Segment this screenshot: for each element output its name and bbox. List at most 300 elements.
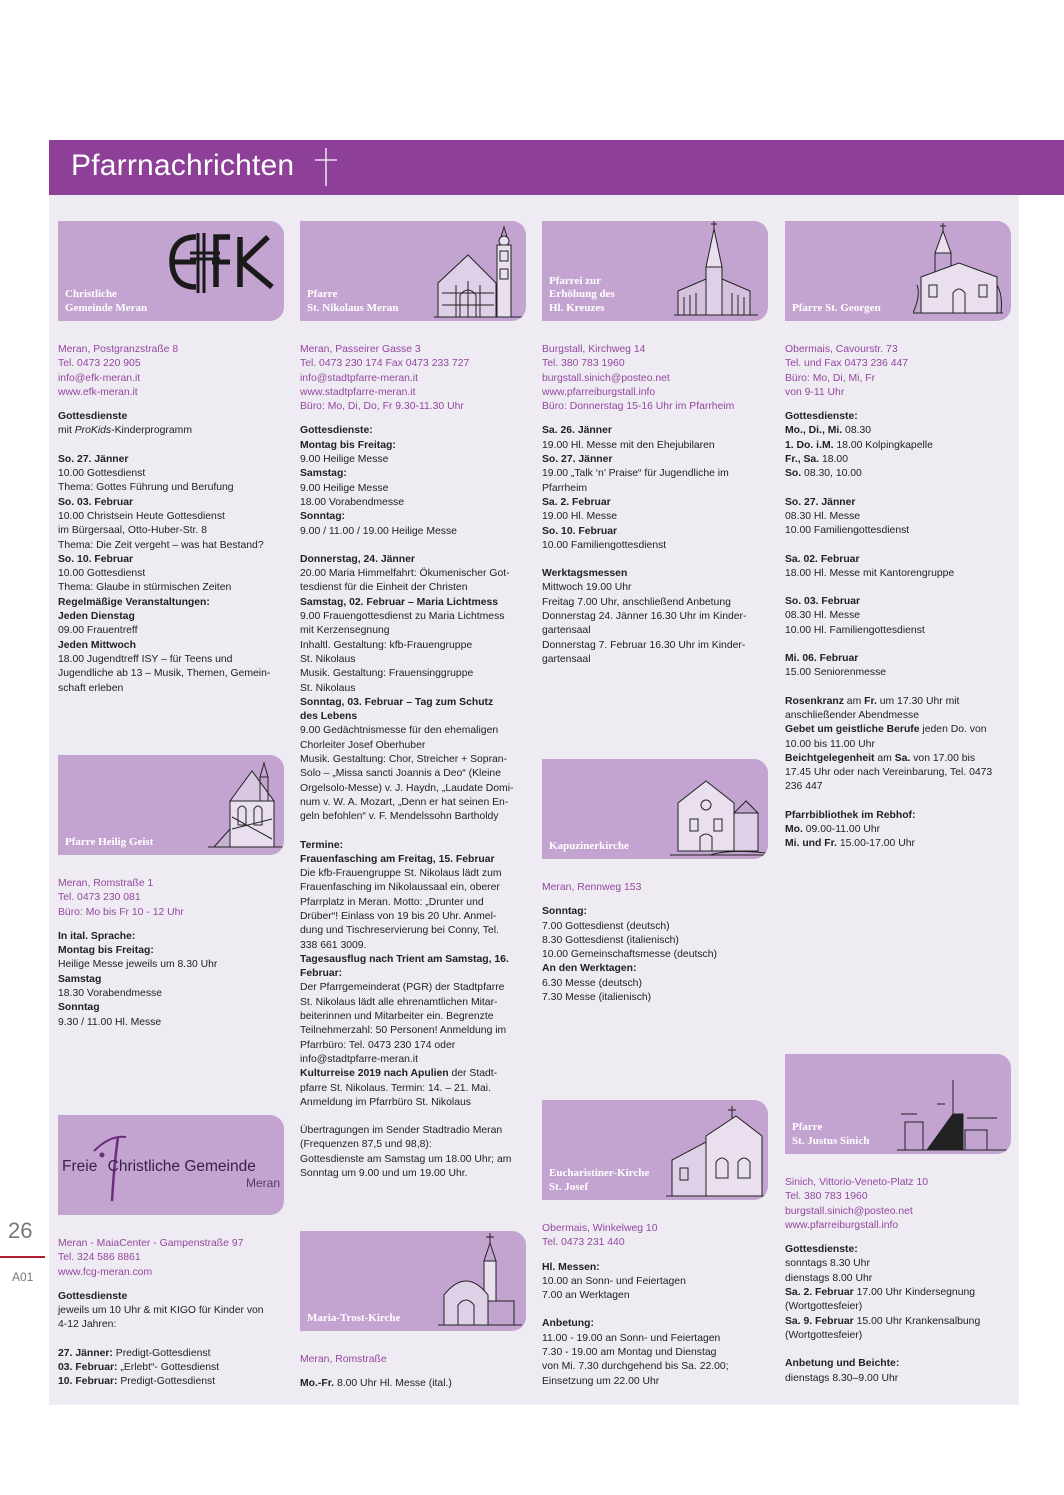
body-text: 9.30 / 11.00 Hl. Messe bbox=[58, 1016, 162, 1028]
church-icon bbox=[434, 225, 524, 319]
entry-name-line: Gemeinde Meran bbox=[65, 301, 148, 314]
bold-text: So. 03. Februar bbox=[785, 596, 861, 608]
body-text: Thema: Gottes Führung und Berufung bbox=[58, 482, 234, 494]
body-line bbox=[300, 1153, 526, 1167]
contact-line: Meran, Passeirer Gasse 3 bbox=[300, 344, 421, 355]
entry-header bbox=[58, 755, 284, 855]
body-text: Freitag 7.00 Uhr, anschließend Anbetung bbox=[542, 596, 731, 608]
entry-name bbox=[65, 836, 153, 850]
body-line bbox=[542, 424, 768, 438]
contact-line: Meran, Postgranzstraße 8 bbox=[58, 344, 179, 355]
body-line bbox=[542, 596, 768, 610]
body-line bbox=[785, 1315, 1011, 1329]
body-text: 17.45 Uhr oder nach Vereinbarung, Tel. 0473 bbox=[785, 767, 993, 779]
body-line bbox=[785, 1300, 1011, 1314]
entry-contact bbox=[785, 1176, 1011, 1233]
body-text: 15.00 Uhr Krankensalbung bbox=[853, 1315, 981, 1327]
body-line bbox=[542, 1289, 768, 1303]
body-line bbox=[300, 853, 526, 867]
body-text: Frauenfasching im Nikolaussaal ein, oberer bbox=[300, 882, 500, 894]
body-line bbox=[58, 1290, 284, 1304]
entry-name-line: Kapuzinerkirche bbox=[549, 839, 629, 852]
page-title: Pfarrnachrichten bbox=[71, 149, 295, 182]
body-line bbox=[785, 1257, 1011, 1271]
body-line bbox=[58, 987, 284, 1001]
body-text: 10.00 Familiengottesdienst bbox=[542, 539, 667, 551]
body-text: schaft erleben bbox=[58, 682, 124, 694]
bold-text: 27. Jänner: bbox=[58, 1347, 113, 1359]
body-line bbox=[58, 524, 284, 538]
bold-text: Februar: bbox=[300, 968, 343, 980]
body-line bbox=[785, 439, 1011, 453]
bold-text: Frauenfasching am Freitag, 15. Februar bbox=[300, 853, 495, 865]
body-line bbox=[58, 1375, 284, 1389]
entry-contact bbox=[58, 1237, 284, 1280]
body-text: mit Kerzensegnung bbox=[300, 625, 390, 637]
body-text: 17.00 Uhr Kindersegnung bbox=[853, 1287, 976, 1299]
church-icon bbox=[670, 765, 766, 857]
bold-text: Beichtgelegenheit bbox=[785, 752, 875, 764]
body-text: 9.00 Frauengottesdienst zu Maria Lichtmess bbox=[300, 611, 505, 623]
church-icon bbox=[674, 221, 758, 319]
entry-body bbox=[58, 410, 284, 696]
body-line bbox=[542, 1360, 768, 1374]
body-text: gartensaal bbox=[542, 625, 591, 637]
church-icon bbox=[208, 759, 284, 851]
body-text: Der Pfarrgemeinderat (PGR) der Stadtpfarre bbox=[300, 982, 505, 994]
body-text: Chorleiter Josef Oberhuber bbox=[300, 739, 426, 751]
bold-text: Anbetung und Beichte: bbox=[785, 1358, 900, 1370]
entry-contact bbox=[542, 881, 768, 895]
body-line bbox=[542, 453, 768, 467]
body-text: Pfarrbüro: Tel. 0473 230 174 oder bbox=[300, 1039, 456, 1051]
spacer bbox=[58, 439, 284, 453]
bold-text: 10. Februar: bbox=[58, 1376, 118, 1388]
entry-contact bbox=[58, 343, 284, 400]
bold-text: Gottesdienste: bbox=[785, 1244, 858, 1256]
body-line bbox=[58, 624, 284, 638]
body-line bbox=[300, 496, 526, 510]
bold-text: So. 27. Jänner bbox=[58, 453, 129, 465]
body-text: 18.30 Vorabendmesse bbox=[58, 988, 162, 1000]
body-line bbox=[542, 934, 768, 948]
body-text: Die kfb-Frauengruppe St. Nikolaus lädt zum bbox=[300, 868, 502, 880]
body-text: Mittwoch 19.00 Uhr bbox=[542, 582, 632, 594]
entry-name-line: St. Josef bbox=[549, 1180, 589, 1193]
entry-efk bbox=[58, 221, 284, 696]
bold-text: Mi. und Fr. bbox=[785, 838, 837, 850]
body-line bbox=[58, 1318, 284, 1332]
body-line bbox=[58, 1016, 284, 1030]
body-text: 338 661 3009. bbox=[300, 939, 367, 951]
contact-line: Meran, Romstraße bbox=[300, 1354, 387, 1365]
body-line bbox=[542, 1332, 768, 1346]
body-line bbox=[300, 1096, 526, 1110]
body-line bbox=[542, 496, 768, 510]
entry-contact bbox=[58, 877, 284, 920]
contact-line: Tel. 380 783 1960 bbox=[785, 1191, 868, 1203]
spacer bbox=[785, 681, 1011, 695]
body-text: Pfarrplatz in Meran. Motto: „Drunter und bbox=[300, 896, 484, 908]
body-line bbox=[58, 1001, 284, 1015]
entry-name-line: Pfarre Heilig Geist bbox=[65, 835, 154, 848]
body-text: St. Nikolaus bbox=[300, 653, 356, 665]
body-text: 7.30 Messe (italienisch) bbox=[542, 992, 652, 1004]
body-text: 20.00 Maria Himmelfahrt: Ökumenischer Got- bbox=[300, 568, 510, 580]
body-line bbox=[300, 682, 526, 696]
body-text: 08.30 Hl. Messe bbox=[785, 510, 861, 522]
bold-text: Sa. 9. Februar bbox=[785, 1315, 854, 1327]
contact-line[interactable]: www.stadtpfarre-meran.it bbox=[300, 386, 416, 398]
entry-name-line: Pfarre bbox=[307, 288, 338, 300]
body-text: 08.30, 10.00 bbox=[801, 468, 862, 480]
bold-text: So. 27. Jänner bbox=[542, 454, 613, 466]
body-text: 7.00 an Werktagen bbox=[542, 1290, 630, 1302]
body-line bbox=[300, 596, 526, 610]
church-icon bbox=[666, 1102, 766, 1198]
body-line bbox=[785, 1357, 1011, 1371]
bold-text: Sonntag: bbox=[542, 906, 588, 918]
body-text: dienstags 8.00 Uhr bbox=[785, 1272, 873, 1284]
spacer bbox=[542, 553, 768, 567]
entry-contact bbox=[542, 343, 768, 414]
fcg-logo-sub: Meran bbox=[245, 1176, 280, 1190]
body-line bbox=[785, 624, 1011, 638]
entry-name bbox=[549, 275, 615, 316]
body-line bbox=[785, 837, 1011, 851]
body-line bbox=[542, 581, 768, 595]
body-line bbox=[58, 467, 284, 481]
body-line bbox=[542, 539, 768, 553]
body-line bbox=[785, 467, 1011, 481]
body-line bbox=[785, 666, 1011, 680]
body-text: 10.00 Familiengottesdienst bbox=[785, 525, 910, 537]
contact-line[interactable]: www.fcg-meran.com bbox=[58, 1266, 153, 1278]
entry-contact bbox=[785, 343, 1011, 400]
entry-name-line: Pfarrei zur bbox=[549, 274, 602, 287]
body-text: Solo – „Missa sancti Joannis a Deo“ (Kleine bbox=[300, 768, 501, 780]
bold-text: Sa. 26. Jänner bbox=[542, 425, 612, 437]
body-line bbox=[300, 967, 526, 981]
body-line bbox=[300, 839, 526, 853]
entry-name bbox=[792, 302, 881, 316]
body-text: St. Nikolaus lädt alle ehrenamtlichen Mitar- bbox=[300, 996, 498, 1008]
body-text: Inhaltl. Gestaltung: kfb-Frauengruppe bbox=[300, 639, 473, 651]
body-line bbox=[785, 424, 1011, 438]
body-text: Anmeldung im Pfarrbüro St. Nikolaus bbox=[300, 1096, 471, 1108]
entry-contact bbox=[300, 1353, 526, 1367]
body-line bbox=[58, 510, 284, 524]
body-line bbox=[542, 467, 768, 481]
body-text: St. Nikolaus bbox=[300, 682, 356, 694]
body-text: Donnerstag 24. Jänner 16.30 Uhr im Kinder- bbox=[542, 611, 747, 623]
bold-text: Gottesdienste bbox=[58, 1290, 128, 1302]
body-line bbox=[785, 738, 1011, 752]
body-line bbox=[58, 424, 284, 438]
body-line bbox=[300, 881, 526, 895]
body-text: 09.00-11.00 Uhr bbox=[802, 824, 881, 836]
bold-text: Mo. bbox=[785, 824, 803, 836]
entry-body bbox=[785, 410, 1011, 851]
entry-body bbox=[542, 905, 768, 1005]
body-line bbox=[300, 1024, 526, 1038]
body-text: num v. W. A. Mozart, „Denn er hat seinen En- bbox=[300, 796, 509, 808]
body-text: Orgelsolo-Messe) v. J. Haydn, „Laudate Domi- bbox=[300, 782, 514, 794]
body-line bbox=[542, 1346, 768, 1360]
body-line bbox=[58, 958, 284, 972]
body-text: (Frequenzen 87,5 und 98,8): bbox=[300, 1139, 432, 1151]
body-text: 7.30 - 19.00 am Montag und Dienstag bbox=[542, 1347, 717, 1359]
bold-text: An den Werktagen: bbox=[542, 963, 637, 975]
body-text: 8.00 Uhr Hl. Messe (ital.) bbox=[334, 1378, 452, 1390]
contact-line[interactable]: www.efk-meran.it bbox=[58, 386, 138, 398]
body-text: mit bbox=[58, 425, 75, 437]
contact-line[interactable]: info@stadtpfarre-meran.it bbox=[300, 372, 418, 384]
bold-text: Rosenkranz bbox=[785, 695, 844, 707]
body-line bbox=[542, 962, 768, 976]
body-line bbox=[58, 539, 284, 553]
entry-name bbox=[549, 840, 629, 854]
body-line bbox=[300, 753, 526, 767]
bold-text: Tagesausflug nach Trient am Samstag, 16. bbox=[300, 953, 509, 965]
body-text: 18.00 Hl. Messe mit Kantorengruppe bbox=[785, 567, 955, 579]
body-line bbox=[542, 510, 768, 524]
entry-header bbox=[785, 1054, 1011, 1154]
fcg-logo-word: Gemeinde bbox=[184, 1158, 256, 1175]
body-text: Thema: Die Zeit vergeht – was hat Bestand? bbox=[58, 539, 264, 551]
body-text: ProKids bbox=[74, 425, 112, 437]
body-text: 19.00 Hl. Messe bbox=[542, 511, 618, 523]
body-text: info@stadtpfarre-meran.it bbox=[300, 1053, 418, 1065]
body-text: Donnerstag 7. Februar 16.30 Uhr im Kinder- bbox=[542, 639, 746, 651]
page-code: A01 bbox=[12, 1270, 34, 1284]
section-banner bbox=[49, 140, 1064, 195]
entry-body bbox=[58, 930, 284, 1030]
bold-text: So. 10. Februar bbox=[542, 525, 618, 537]
bold-text: Gottesdienste: bbox=[785, 411, 858, 423]
contact-line[interactable]: info@efk-meran.it bbox=[58, 372, 141, 384]
contact-line: Sinich, Vittorio-Veneto-Platz 10 bbox=[785, 1177, 929, 1188]
body-line bbox=[58, 639, 284, 653]
entry-name bbox=[549, 1167, 649, 1194]
spacer bbox=[785, 795, 1011, 809]
church-icon bbox=[913, 223, 1003, 317]
entry-name-line: Christliche bbox=[65, 288, 117, 300]
page-number: 26 bbox=[8, 1218, 33, 1243]
body-text: 10.00 Gottesdienst bbox=[58, 468, 146, 480]
body-line bbox=[300, 467, 526, 481]
body-line bbox=[542, 920, 768, 934]
body-text: Musik. Gestaltung: Chor, Streicher + Sopran- bbox=[300, 754, 508, 766]
bold-text: Sa. 2. Februar bbox=[542, 496, 611, 508]
entry-contact bbox=[300, 343, 526, 414]
body-line bbox=[300, 981, 526, 995]
body-line bbox=[542, 1275, 768, 1289]
bold-text: Werktagsmessen bbox=[542, 568, 628, 580]
body-line bbox=[58, 1347, 284, 1361]
body-text: um 17.30 Uhr mit bbox=[876, 695, 960, 707]
bold-text: Mo., Di., Mi. bbox=[785, 425, 843, 437]
body-text: 236 447 bbox=[785, 781, 823, 793]
body-line bbox=[785, 695, 1011, 709]
body-line bbox=[785, 524, 1011, 538]
body-text: Musik. Gestaltung: Frauensinggruppe bbox=[300, 668, 474, 680]
body-text: am bbox=[843, 695, 865, 707]
bold-text: Sonntag bbox=[58, 1002, 100, 1014]
body-line bbox=[300, 525, 526, 539]
body-line bbox=[785, 1372, 1011, 1386]
entry-hl-kreuz bbox=[542, 221, 768, 667]
page-number-rule bbox=[0, 1256, 45, 1258]
body-text: von Mi. 7.30 durchgehend bis Sa. 22.00; bbox=[542, 1361, 729, 1373]
bold-text: 1. Do. i.M. bbox=[785, 439, 834, 451]
bold-text: Montag bis Freitag: bbox=[58, 945, 154, 957]
body-text: jeden Do. von bbox=[919, 724, 987, 736]
body-text: 10.00 Gemeinschaftsmesse (deutsch) bbox=[542, 949, 717, 961]
body-line bbox=[542, 567, 768, 581]
entry-eucharistiner bbox=[542, 1100, 768, 1389]
body-line bbox=[785, 567, 1011, 581]
body-line bbox=[300, 439, 526, 453]
entry-header bbox=[542, 1100, 768, 1200]
body-line bbox=[58, 481, 284, 495]
body-text: 18.00 Kolpingkapelle bbox=[833, 439, 933, 451]
body-line bbox=[58, 682, 284, 696]
body-text: Gottesdienste am Samstag um 18.00 Uhr; am bbox=[300, 1153, 512, 1165]
body-text: dung und Tischreservierung bei Conny, Tel. bbox=[300, 925, 499, 937]
body-text: von 17.00 bis bbox=[910, 752, 976, 764]
body-text: 19.00 Hl. Messe mit den Ehejubilaren bbox=[542, 439, 715, 451]
body-line bbox=[58, 1361, 284, 1375]
bold-text: Gottesdienste bbox=[58, 411, 128, 423]
bold-text: Jeden Mittwoch bbox=[58, 639, 136, 651]
body-line bbox=[300, 1167, 526, 1181]
contact-line: Tel. 324 586 8861 bbox=[58, 1252, 141, 1264]
body-text: 18.00 bbox=[819, 454, 848, 466]
body-text: 10.00 Hl. Familiengottesdienst bbox=[785, 624, 925, 636]
body-line bbox=[785, 510, 1011, 524]
contact-line[interactable]: www.pfarreiburgstall.info bbox=[785, 1219, 899, 1231]
entry-body bbox=[300, 1377, 526, 1391]
bold-text: Gottesdienste: bbox=[300, 425, 373, 437]
body-line bbox=[58, 410, 284, 424]
body-text: sonntags 8.30 Uhr bbox=[785, 1258, 870, 1270]
bold-text: Sa. bbox=[894, 752, 911, 764]
contact-line: Tel. 0473 230 081 bbox=[58, 892, 141, 904]
body-text: 4-12 Jahren: bbox=[58, 1319, 117, 1331]
entry-body bbox=[58, 1290, 284, 1390]
body-line bbox=[785, 609, 1011, 623]
body-text: dienstags 8.30–9.00 Uhr bbox=[785, 1372, 899, 1384]
entry-name bbox=[792, 1121, 869, 1148]
spacer bbox=[300, 539, 526, 553]
spacer bbox=[785, 539, 1011, 553]
bold-text: Samstag bbox=[58, 973, 102, 985]
body-text: 9.00 Heilige Messe bbox=[300, 454, 389, 466]
body-line bbox=[58, 596, 284, 610]
body-text: 10.00 Christsein Heute Gottesdienst bbox=[58, 510, 225, 522]
body-line bbox=[300, 653, 526, 667]
body-line bbox=[785, 1329, 1011, 1343]
entry-body bbox=[300, 424, 526, 1181]
fcg-logo-word: Christliche bbox=[107, 1158, 180, 1175]
body-text: der Stadt- bbox=[448, 1068, 498, 1080]
contact-line: Büro: Mo, Di, Mi, Fr bbox=[785, 372, 876, 384]
body-line bbox=[542, 991, 768, 1005]
bold-text: Kulturreise 2019 nach Apulien bbox=[300, 1068, 449, 1080]
body-text: Pfarrheim bbox=[542, 482, 588, 494]
contact-line: Büro: Mo bis Fr 10 - 12 Uhr bbox=[58, 906, 184, 918]
body-line bbox=[542, 610, 768, 624]
body-text: Heilige Messe jeweils um 8.30 Uhr bbox=[58, 959, 218, 971]
body-line bbox=[58, 496, 284, 510]
bold-text: Donnerstag, 24. Jänner bbox=[300, 553, 415, 565]
bold-text: Mo.-Fr. bbox=[300, 1378, 335, 1390]
contact-line[interactable]: burgstall.sinich@posteo.net bbox=[785, 1205, 913, 1217]
entry-name-line: Hl. Kreuzes bbox=[549, 301, 605, 314]
body-text: Sonntag um 9.00 und um 19.00 Uhr. bbox=[300, 1168, 468, 1180]
body-line bbox=[300, 910, 526, 924]
entry-header bbox=[300, 1231, 526, 1331]
body-line bbox=[58, 667, 284, 681]
entry-nikolaus bbox=[300, 221, 526, 1181]
body-text: 15.00 Seniorenmesse bbox=[785, 667, 887, 679]
body-line bbox=[300, 896, 526, 910]
body-line bbox=[542, 948, 768, 962]
contact-line: Tel. und Fax 0473 236 447 bbox=[785, 358, 909, 370]
body-text: Thema: Glaube in stürmischen Zeiten bbox=[58, 582, 232, 594]
body-line bbox=[785, 723, 1011, 737]
body-line bbox=[300, 610, 526, 624]
body-line bbox=[58, 567, 284, 581]
body-line bbox=[300, 1082, 526, 1096]
church-icon bbox=[897, 1074, 1007, 1152]
body-line bbox=[300, 510, 526, 524]
contact-line: Tel. 0473 230 174 Fax 0473 233 727 bbox=[300, 358, 470, 370]
body-line bbox=[785, 1286, 1011, 1300]
body-line bbox=[300, 739, 526, 753]
body-text: Predigt-Gottesdienst bbox=[112, 1347, 211, 1359]
body-text: Teilnehmerzahl: 50 Personen! Anmeldung im bbox=[300, 1025, 507, 1037]
body-text: 11.00 - 19.00 an Sonn- und Feiertagen bbox=[542, 1332, 721, 1344]
body-line bbox=[58, 1304, 284, 1318]
body-text: (Wortgottesfeier) bbox=[785, 1301, 863, 1313]
body-text: 10.00 Gottesdienst bbox=[58, 568, 146, 580]
bold-text: So. bbox=[785, 468, 802, 480]
bold-text: Samstag: bbox=[300, 468, 347, 480]
body-line bbox=[300, 724, 526, 738]
entry-name-line: St. Nikolaus Meran bbox=[307, 301, 399, 314]
body-text: 6.30 Messe (deutsch) bbox=[542, 977, 642, 989]
spacer bbox=[300, 825, 526, 839]
entry-heilig-geist bbox=[58, 755, 284, 1030]
body-text: anschließender Abendmesse bbox=[785, 709, 920, 721]
bold-text: So. 10. Februar bbox=[58, 553, 134, 565]
body-text: jeweils um 10 Uhr & mit KIGO für Kinder von bbox=[58, 1305, 264, 1317]
spacer bbox=[785, 1343, 1011, 1357]
body-text: 18.00 Jugendtreff ISY – für Teens und bbox=[58, 653, 233, 665]
body-text: 18.00 Vorabendmesse bbox=[300, 496, 404, 508]
bold-text: So. 27. Jänner bbox=[785, 496, 856, 508]
body-line bbox=[300, 581, 526, 595]
contact-line[interactable]: burgstall.sinich@posteo.net bbox=[542, 372, 670, 384]
entry-st-georgen bbox=[785, 221, 1011, 852]
body-text: 9.00 Heilige Messe bbox=[300, 482, 389, 494]
bold-text: Fr., Sa. bbox=[785, 454, 820, 466]
contact-line: von 9-11 Uhr bbox=[785, 386, 845, 398]
contact-line[interactable]: www.pfarreiburgstall.info bbox=[542, 386, 656, 398]
body-line bbox=[58, 653, 284, 667]
